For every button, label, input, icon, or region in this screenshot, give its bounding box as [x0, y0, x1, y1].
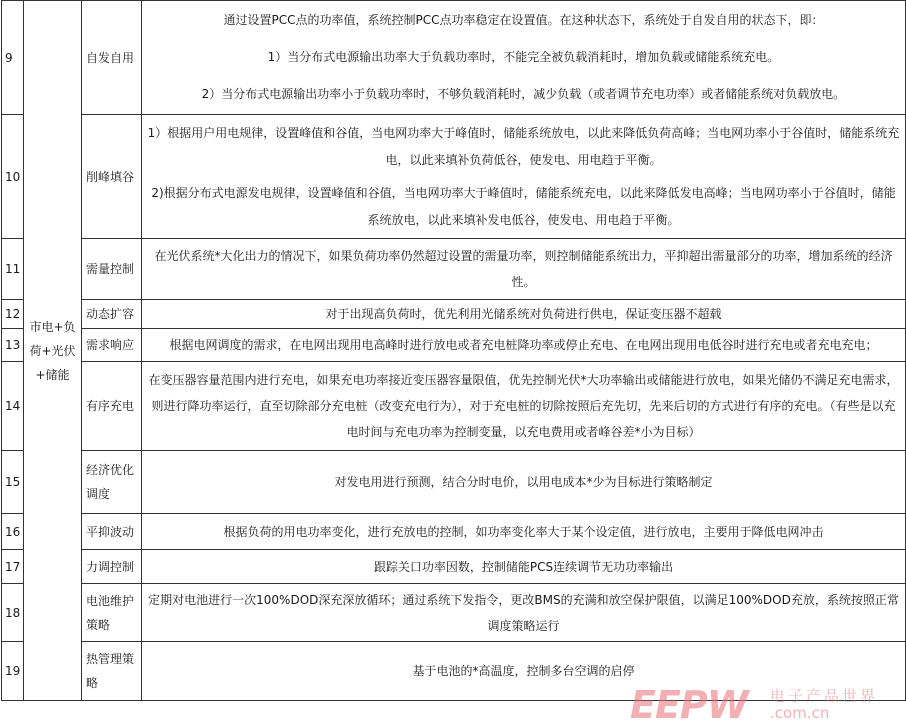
description-paragraph: 1）根据用户用电规律，设置峰值和谷值，当电网功率大于峰值时，储能系统放电，以此来降低负荷高峰；当电网功率小于谷值时，储能系统充电，以此来填补负荷低谷，使发电、用电趋于平衡。 — [147, 125, 900, 167]
row-number: 13 — [2, 329, 24, 362]
description-paragraph: 2）当分布式电源输出功率小于负载功率时，不够负载消耗时，减少负载（或者调节充电功率）或者储能系统对负载放电。 — [201, 87, 846, 101]
strategy-name: 动态扩容 — [82, 300, 142, 329]
strategy-name: 电池维护策略 — [82, 584, 142, 642]
strategy-description: 基于电池的*高温度，控制多台空调的启停 — [142, 642, 906, 701]
table-row — [2, 329, 906, 362]
strategy-name: 需求响应 — [82, 329, 142, 362]
strategy-name: 平抑波动 — [82, 514, 142, 550]
strategy-description: 在光伏系统*大化出力的情况下，如果负荷功率仍然超过设置的需量功率，则控制储能系统出力，平抑超出需量部分的功率，增加系统的经济性。 — [142, 239, 906, 300]
description-paragraph: 2)根据分布式电源发电规律，设置峰值和谷值，当电网功率大于峰值时，储能系统充电，以此来降低发电高峰；当电网功率小于谷值时，储能系统放电，以此来填补发电低谷，使发电、用电趋于平衡。 — [151, 185, 896, 227]
strategy-name: 自发自用 — [82, 1, 142, 115]
table-row — [2, 584, 906, 642]
row-number: 17 — [2, 550, 24, 584]
watermark-url: .com.cn — [770, 704, 830, 722]
strategy-name: 有序充电 — [82, 362, 142, 451]
table-row — [2, 362, 906, 451]
table-row — [2, 239, 906, 300]
strategy-description: 根据电网调度的需求，在电网出现用电高峰时进行放电或者充电桩降功率或停止充电、在电网出现用电低谷时进行充电或者充电充电； — [142, 329, 906, 362]
strategy-name: 热管理策略 — [82, 642, 142, 701]
table-row — [2, 300, 906, 329]
table-row — [2, 1, 906, 115]
row-number: 9 — [2, 1, 24, 115]
row-number: 15 — [2, 451, 24, 514]
strategy-table — [1, 0, 906, 701]
category-cell: 市电+负荷+光伏+储能 — [24, 1, 82, 701]
row-number: 19 — [2, 642, 24, 701]
row-number: 14 — [2, 362, 24, 451]
table-body — [2, 1, 906, 701]
description-paragraph: 1）当分布式电源输出功率大于负载功率时，不能完全被负载消耗时，增加负载或储能系统充电。 — [267, 50, 780, 64]
row-number: 12 — [2, 300, 24, 329]
strategy-description: 定期对电池进行一次100%DOD深充深放循环；通过系统下发指令，更改BMS的充满和放空保护限值，以满足100%DOD充放，系统按照正常调度策略运行 — [142, 584, 906, 642]
description-paragraph: 通过设置PCC点的功率值，系统控制PCC点功率稳定在设置值。在这种状态下，系统处于自发自用的状态下，即： — [223, 13, 824, 27]
strategy-description — [142, 1, 906, 115]
table-row — [2, 514, 906, 550]
table-row — [2, 642, 906, 701]
strategy-description: 跟踪关口功率因数，控制储能PCS连续调节无功功率输出 — [142, 550, 906, 584]
strategy-description: 对于出现高负荷时，优先利用光储系统对负荷进行供电，保证变压器不超载 — [142, 300, 906, 329]
watermark-name: 电子产品世界 — [770, 687, 879, 705]
row-number: 18 — [2, 584, 24, 642]
strategy-description: 对发电用进行预测，结合分时电价，以用电成本*少为目标进行策略制定 — [142, 451, 906, 514]
table-row — [2, 115, 906, 239]
strategy-name: 力调控制 — [82, 550, 142, 584]
row-number: 16 — [2, 514, 24, 550]
row-number: 10 — [2, 115, 24, 239]
table-row — [2, 451, 906, 514]
strategy-name: 削峰填谷 — [82, 115, 142, 239]
row-number: 11 — [2, 239, 24, 300]
table-row — [2, 550, 906, 584]
strategy-description: 在变压器容量范围内进行充电，如果充电功率接近变压器容量限值，优先控制光伏*大功率输出或储能进行放电，如果光储仍不满足充电需求，则进行降功率运行，直至切除部分充电桩（改变充电行为），对于充电桩的切除按照后充先切，先来后切的方式进行有序的充电。（有些是以充电时间与充电功率为控制变量，以充电费用或者峰谷差*小为目标） — [142, 362, 906, 451]
strategy-description — [142, 115, 906, 239]
strategy-description: 根据负荷的用电功率变化，进行充放电的控制，如功率变化率大于某个设定值，进行放电，主要用于降低电网冲击 — [142, 514, 906, 550]
watermark-logo: EEPW — [630, 683, 748, 727]
strategy-name: 需量控制 — [82, 239, 142, 300]
strategy-name: 经济优化调度 — [82, 451, 142, 514]
